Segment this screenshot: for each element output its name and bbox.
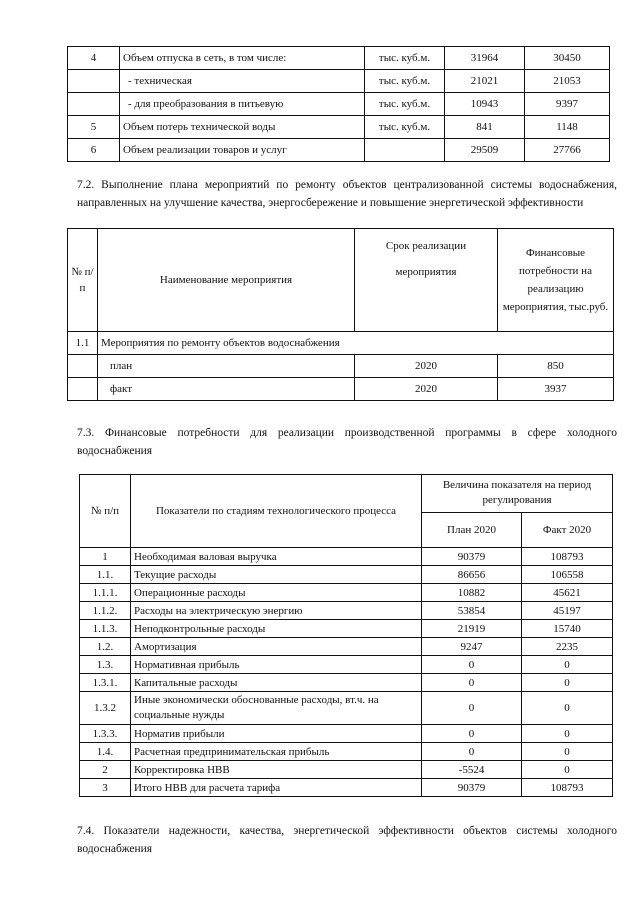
row-number	[68, 70, 120, 93]
plan-value: 0	[422, 692, 522, 725]
row-name: Амортизация	[131, 638, 422, 656]
volume-table	[67, 46, 610, 162]
table-row	[80, 761, 613, 779]
fact-value: 2235	[522, 638, 613, 656]
row-number: 5	[68, 116, 120, 139]
row-unit: тыс. куб.м.	[365, 93, 445, 116]
row-name: Расходы на электрическую энергию	[131, 602, 422, 620]
row-number: 1.2.	[80, 638, 131, 656]
fact-value: 45621	[522, 584, 613, 602]
table-row	[68, 70, 610, 93]
table-row	[68, 116, 610, 139]
row-number: 1.1.	[80, 566, 131, 584]
row-name: Капитальные расходы	[131, 674, 422, 692]
row-name: Объем отпуска в сеть, в том числе:	[120, 47, 365, 70]
row-name: Расчетная предпринимательская прибыль	[131, 743, 422, 761]
plan-value: -5524	[422, 761, 522, 779]
row-name: Иные экономически обоснованные расходы, вт.ч. на социальные нужды	[131, 692, 422, 725]
row-name: Текущие расходы	[131, 566, 422, 584]
section-heading-7-2: 7.2. Выполнение плана мероприятий по ремонту объектов централизованной системы водоснабжения, направленных на улучшение качества, энергосбережение и повышение энергетической эффективности	[77, 179, 617, 209]
plan-value: 0	[422, 725, 522, 743]
row-year: 2020	[355, 378, 498, 401]
table-row	[80, 638, 613, 656]
empty-cell	[68, 355, 98, 378]
table-group-row	[68, 332, 614, 355]
row-name: Норматив прибыли	[131, 725, 422, 743]
finance-table	[79, 474, 613, 797]
col-header-plan: План 2020	[422, 512, 522, 548]
repair-table	[67, 228, 614, 401]
col-header-number: № п/п	[68, 229, 98, 332]
table-row	[80, 620, 613, 638]
fact-value: 1148	[525, 116, 610, 139]
section-heading-7-4: 7.4. Показатели надежности, качества, энергетической эффективности объектов системы холодного водоснабжения	[77, 825, 617, 855]
plan-value: 86656	[422, 566, 522, 584]
row-name: Неподконтрольные расходы	[131, 620, 422, 638]
row-number: 4	[68, 47, 120, 70]
plan-value: 31964	[445, 47, 525, 70]
plan-value: 9247	[422, 638, 522, 656]
table-row	[80, 566, 613, 584]
row-number: 1.3.2	[80, 692, 131, 725]
table-row	[80, 602, 613, 620]
fact-value: 108793	[522, 548, 613, 566]
plan-value: 53854	[422, 602, 522, 620]
col-header-period: Величина показателя на период регулирования	[422, 475, 613, 513]
plan-value: 21021	[445, 70, 525, 93]
row-name: Итого НВВ для расчета тарифа	[131, 779, 422, 797]
row-number: 1.4.	[80, 743, 131, 761]
fact-value: 45197	[522, 602, 613, 620]
row-name: Нормативная прибыль	[131, 656, 422, 674]
row-name: Объем реализации товаров и услуг	[120, 139, 365, 162]
col-header-finance: Финансовые потребности на реализацию мероприятия, тыс.руб.	[498, 229, 614, 332]
col-header-name: Наименование мероприятия	[98, 229, 355, 332]
col-header-number: № п/п	[80, 475, 131, 548]
table-row	[80, 692, 613, 725]
plan-value: 21919	[422, 620, 522, 638]
table-row	[80, 548, 613, 566]
row-number: 1.3.1.	[80, 674, 131, 692]
plan-value: 0	[422, 674, 522, 692]
fact-value: 0	[522, 674, 613, 692]
row-number: 6	[68, 139, 120, 162]
row-number: 3	[80, 779, 131, 797]
fact-value: 0	[522, 692, 613, 725]
row-number: 1.3.	[80, 656, 131, 674]
row-number: 1.1.2.	[80, 602, 131, 620]
col-header-indicator: Показатели по стадиям технологического процесса	[131, 475, 422, 548]
table-row	[80, 656, 613, 674]
table-row	[68, 139, 610, 162]
table-row	[80, 584, 613, 602]
fact-value: 30450	[525, 47, 610, 70]
table-row	[80, 779, 613, 797]
section-heading-7-3: 7.3. Финансовые потребности для реализации производственной программы в сфере холодного водоснабжения	[77, 427, 617, 457]
row-number: 1.3.3.	[80, 725, 131, 743]
table-row	[68, 93, 610, 116]
fact-value: 106558	[522, 566, 613, 584]
plan-value: 10943	[445, 93, 525, 116]
row-unit: тыс. куб.м.	[365, 47, 445, 70]
row-value: 3937	[498, 378, 614, 401]
row-number: 2	[80, 761, 131, 779]
row-name: - для преобразования в питьевую	[120, 93, 365, 116]
row-number: 1	[80, 548, 131, 566]
row-unit: тыс. куб.м.	[365, 116, 445, 139]
fact-value: 0	[522, 761, 613, 779]
fact-value: 0	[522, 656, 613, 674]
plan-value: 29509	[445, 139, 525, 162]
table-row	[68, 378, 614, 401]
group-name: Мероприятия по ремонту объектов водоснабжения	[98, 332, 614, 355]
table-row	[68, 355, 614, 378]
fact-value: 15740	[522, 620, 613, 638]
plan-value: 10882	[422, 584, 522, 602]
row-name: Корректировка НВВ	[131, 761, 422, 779]
empty-cell	[68, 378, 98, 401]
row-number	[68, 93, 120, 116]
row-unit: тыс. куб.м.	[365, 70, 445, 93]
table-header-row	[80, 475, 613, 513]
row-name: Необходимая валовая выручка	[131, 548, 422, 566]
fact-value: 9397	[525, 93, 610, 116]
row-name: Операционные расходы	[131, 584, 422, 602]
table-row	[68, 47, 610, 70]
plan-value: 841	[445, 116, 525, 139]
table-row	[80, 725, 613, 743]
row-year: 2020	[355, 355, 498, 378]
fact-value: 108793	[522, 779, 613, 797]
col-header-fact: Факт 2020	[522, 512, 613, 548]
row-name: план	[98, 355, 355, 378]
row-number: 1.1.3.	[80, 620, 131, 638]
row-value: 850	[498, 355, 614, 378]
plan-value: 90379	[422, 548, 522, 566]
fact-value: 0	[522, 725, 613, 743]
row-name: - техническая	[120, 70, 365, 93]
fact-value: 21053	[525, 70, 610, 93]
table-header-row	[68, 229, 614, 332]
row-name: факт	[98, 378, 355, 401]
table-row	[80, 674, 613, 692]
plan-value: 0	[422, 743, 522, 761]
row-number: 1.1.1.	[80, 584, 131, 602]
plan-value: 90379	[422, 779, 522, 797]
group-number: 1.1	[68, 332, 98, 355]
table-row	[80, 743, 613, 761]
row-name: Объем потерь технической воды	[120, 116, 365, 139]
col-header-term: Срок реализации мероприятия	[355, 229, 498, 332]
plan-value: 0	[422, 656, 522, 674]
fact-value: 27766	[525, 139, 610, 162]
row-unit	[365, 139, 445, 162]
fact-value: 0	[522, 743, 613, 761]
